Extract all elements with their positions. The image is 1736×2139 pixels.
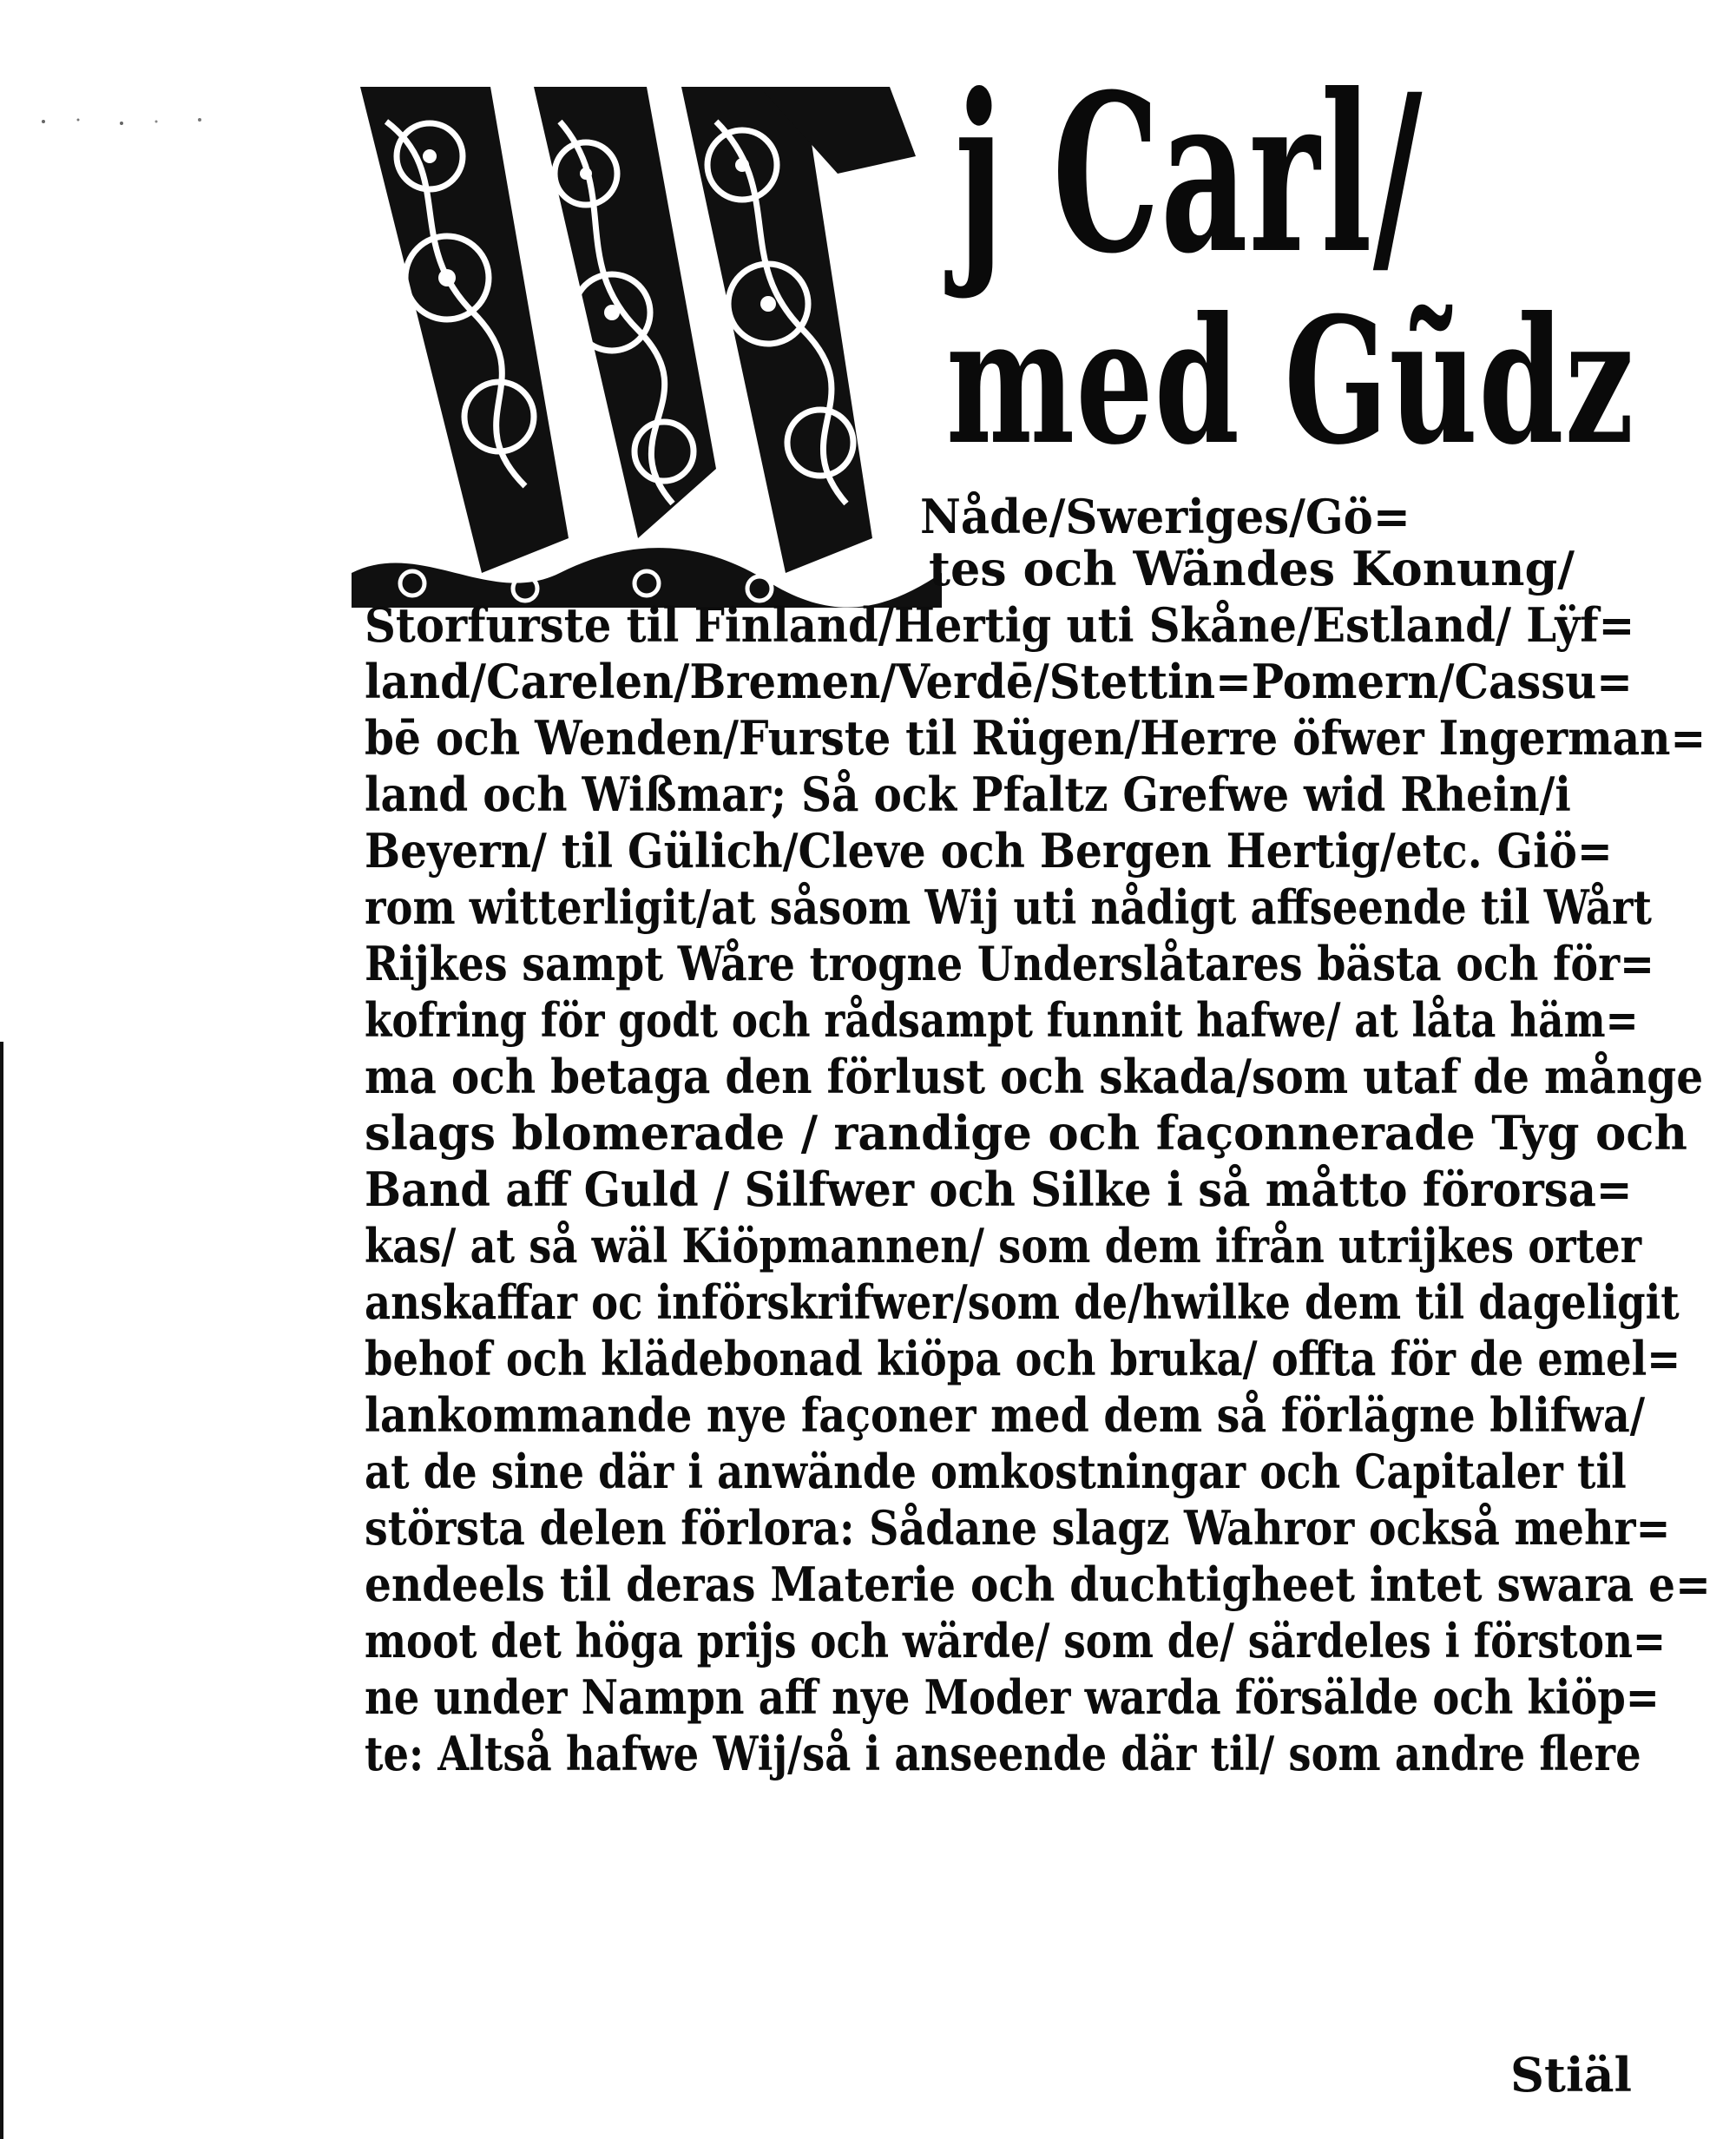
text-line: land och Wißmar; Så ock Pfaltz Grefwe wid Rhein/i [365,767,1571,822]
catchword: Stiäl [1510,2047,1632,2103]
text-line: lankommande nye façoner med dem så förlägne blifwa/ [365,1387,1646,1443]
text-line: ne under Nampn aff nye Moder warda försälde och kiöp= [365,1669,1660,1725]
text-line: behof och klädebonad kiöpa och bruka/ offta för de emel= [365,1331,1681,1386]
text-line: moot det höga prijs och wärde/ som de/ särdeles i förston= [365,1613,1666,1668]
text-line: ma och betaga den förlust och skada/som utaf de månge [365,1049,1704,1104]
text-line: te: Altså hafwe Wij/så i anseende där til/ som andre flere [365,1726,1641,1781]
text-line: anskaffar oc införskrifwer/som de/hwilke dem til dageligit [365,1274,1680,1330]
text-line: bē och Wenden/Furste til Rügen/Herre öfwer Ingerman= [365,710,1706,766]
text-line: Nåde/Sweriges/Gö= [920,489,1410,544]
text-line: största delen förlora: Sådane slagz Wahror också mehr= [365,1500,1671,1556]
text-line: Beyern/ til Gülich/Cleve och Bergen Hertig/etc. Giö= [365,823,1613,879]
body-text [365,0,1711,2139]
text-line: Band aff Guld / Silfwer och Silke i så måtto förorsa= [365,1162,1633,1217]
text-line: endeels til deras Materie och duchtigheet intet swara e= [365,1557,1711,1612]
text-line: at de sine där i anwände omkostningar och Capitaler til [365,1444,1627,1499]
text-line: land/Carelen/Bremen/Verdē/Stettin=Pomern/Cassu= [365,654,1633,709]
heading-line-1: j Carl/ [955,46,1424,301]
text-line: kas/ at så wäl Kiöpmannen/ som dem ifrån utrijkes orter [365,1218,1642,1274]
scan-edge [0,1042,3,2139]
text-line: tes och Wändes Konung/ [929,541,1575,596]
text-line: slags blomerade / randige och façonnerade Tyg och [365,1105,1687,1161]
text-line: rom witterligit/at såsom Wij uti nådigt affseende til Wårt [365,879,1652,935]
text-line: Rijkes sampt Wåre trogne Underslåtares bästa och för= [365,936,1654,991]
text-line: kofring för godt och rådsampt funnit hafwe/ at låta häm= [365,992,1639,1048]
heading-line-2: med Gũdz [946,280,1635,484]
text-line: Storfurste til Finland/Hertig uti Skåne/Estland/ Lÿf= [365,597,1635,653]
scan-specks [26,104,217,139]
